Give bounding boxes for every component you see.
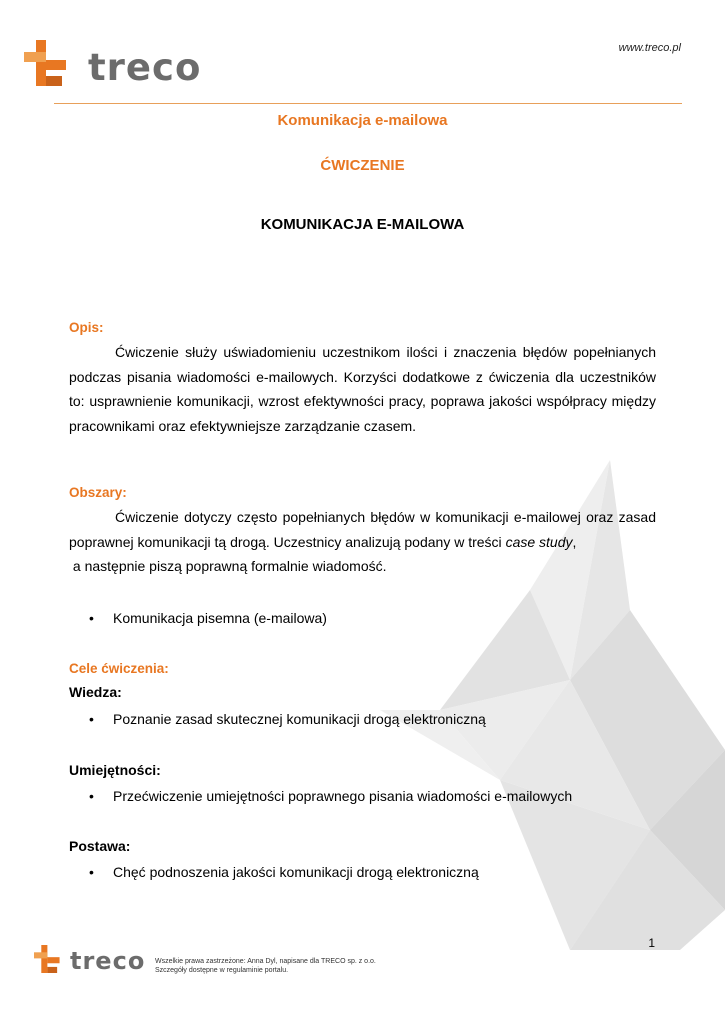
obszary-text-line3: a następnie piszą poprawną formalnie wiadomość. <box>69 558 387 574</box>
main-title: KOMUNIKACJA E-MAILOWA <box>260 216 465 233</box>
postawa-label: Postawa: <box>69 838 131 854</box>
page-number: 1 <box>648 936 655 950</box>
opis-paragraph <box>69 340 656 438</box>
bullet-icon: • <box>89 788 94 804</box>
list-item <box>89 711 486 727</box>
opis-text: Ćwiczenie służy uświadomieniu uczestnikom ilości i znaczenia błędów popełnianych podczas pisania wiadomości e-mailowych. Korzyści dodatkowe z ćwiczenia dla uczestników to: usprawnienie komunikacji, wzrost efektywności pracy, poprawa jakości współpracy między pracownikami oraz efektywniejsze zarządzanie czasem. <box>69 344 656 434</box>
obszary-text <box>69 505 656 554</box>
obszary-paragraph <box>69 505 656 579</box>
list-item <box>89 610 327 626</box>
obszary-label: Obszary: <box>69 485 127 500</box>
treco-wordmark: treco <box>88 46 202 89</box>
bullet-icon: • <box>89 864 94 880</box>
opis-label: Opis: <box>69 320 104 335</box>
list-item <box>89 864 479 880</box>
site-url[interactable]: www.treco.pl <box>618 42 681 54</box>
footer-line1: Wszelkie prawa zastrzeżone: Anna Dyl, napisane dla TRECO sp. z o.o. <box>155 958 376 965</box>
list-item-text: Poznanie zasad skutecznej komunikacji drogą elektroniczną <box>113 711 486 727</box>
document-subtitle: Komunikacja e-mailowa <box>277 112 448 129</box>
list-item-text: Chęć podnoszenia jakości komunikacji drogą elektroniczną <box>113 864 479 880</box>
list-item-text: Przećwiczenie umiejętności poprawnego pisania wiadomości e-mailowych <box>113 788 573 804</box>
obszary-text-comma: , <box>572 533 577 550</box>
obszary-text-main: Ćwiczenie dotyczy często popełnianych błędów w komunikacji e-mailowej oraz zasad poprawnej komunikacji tą drogą. Uczestnicy analizują podany w treści <box>69 509 656 550</box>
bullet-icon: • <box>89 610 94 626</box>
footer-line2: Szczegóły dostępne w regulaminie portalu. <box>155 967 289 974</box>
header-rule <box>54 103 682 104</box>
treco-logo <box>24 40 70 86</box>
list-item <box>89 788 572 804</box>
list-item-text: Komunikacja pisemna (e-mailowa) <box>113 610 327 626</box>
obszary-text-italic: case study <box>505 533 573 550</box>
treco-mark-icon <box>24 40 70 86</box>
umiejetnosci-label: Umiejętności: <box>69 762 161 778</box>
cele-label: Cele ćwiczenia: <box>69 661 169 676</box>
exercise-heading: ĆWICZENIE <box>320 157 405 174</box>
wiedza-label: Wiedza: <box>69 684 122 700</box>
footer-copyright <box>155 957 376 975</box>
footer-wordmark: treco <box>70 947 146 975</box>
treco-mark-icon <box>34 944 62 974</box>
footer-logo <box>34 944 62 979</box>
bullet-icon: • <box>89 711 94 727</box>
